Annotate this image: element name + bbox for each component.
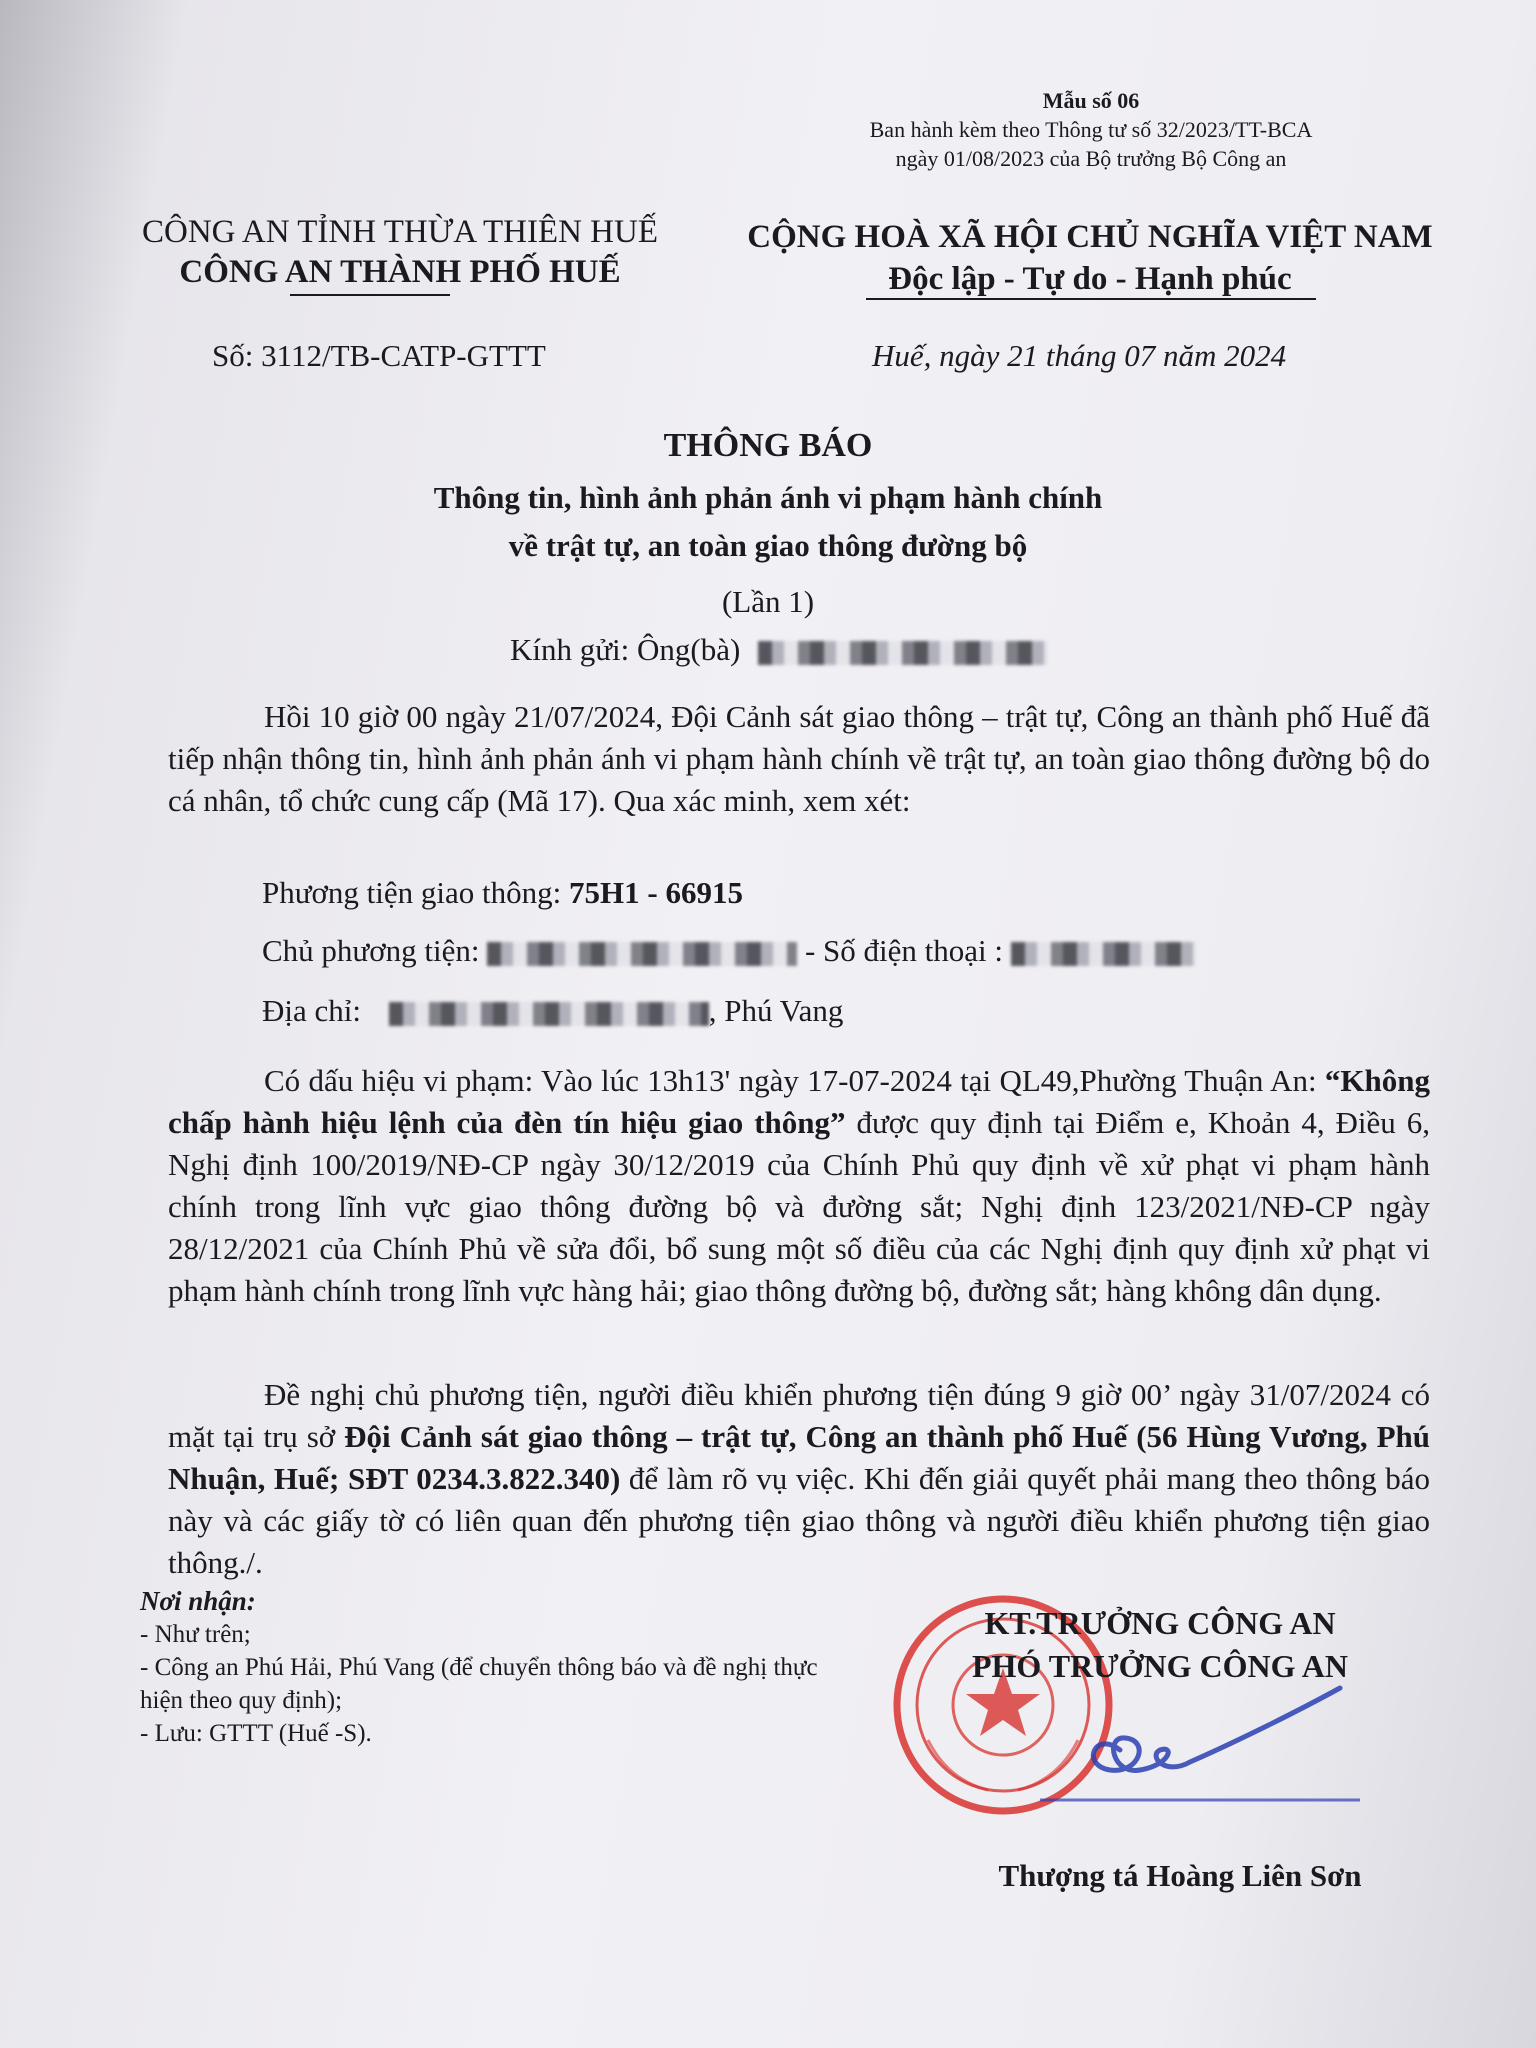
attempt-number: (Lần 1) (721, 584, 815, 619)
redacted-name (758, 641, 1048, 665)
signature-line-1: KT.TRƯỞNG CÔNG AN (984, 1605, 1336, 1641)
address-label: Địa chỉ: (262, 993, 361, 1028)
subtitle-line-1: Thông tin, hình ảnh phản ánh vi phạm hành chính (433, 480, 1103, 515)
address-district: , Phú Vang (708, 993, 844, 1028)
document-number: Số: 3112/TB-CATP-GTTT (212, 338, 546, 373)
license-plate: 75H1 - 66915 (569, 875, 743, 910)
recipient-item: - Như trên; (140, 1621, 251, 1648)
agency-city: CÔNG AN THÀNH PHỐ HUẾ (179, 254, 621, 290)
intro-paragraph: Hồi 10 giờ 00 ngày 21/07/2024, Đội Cảnh sát giao thông – trật tự, Công an thành phố Huế đã tiếp nhận thông tin, hình ảnh phản ánh vi phạm hành chính về trật tự, an toàn giao thông đường bộ do cá nhân, tổ chức cung cấp (Mã 17). Qua xác minh, xem xét: (168, 699, 1430, 818)
redacted-address (389, 1002, 709, 1026)
recipient-item: - Lưu: GTTT (Huế -S). (140, 1720, 372, 1747)
greeting (510, 632, 1048, 668)
request-paragraph (168, 1374, 1430, 1584)
vehicle-line (262, 875, 743, 911)
redacted-owner (487, 942, 797, 966)
vehicle-label: Phương tiện giao thông: (262, 875, 570, 910)
violation-paragraph (168, 1060, 1430, 1312)
motto: Độc lập - Tự do - Hạnh phúc (888, 261, 1292, 297)
greeting-label: Kính gửi: Ông(bà) (510, 632, 741, 667)
signature-line-2: PHÓ TRƯỞNG CÔNG AN (971, 1648, 1348, 1684)
recipients-block (140, 1585, 840, 1750)
redacted-phone (1011, 942, 1196, 966)
issuing-agency (100, 212, 700, 292)
document-title: THÔNG BÁO (663, 427, 873, 464)
agency-underline (290, 294, 450, 296)
owner-line (262, 933, 1196, 969)
address-line (262, 993, 843, 1029)
form-reference (831, 86, 1351, 173)
request-suffix: để làm rõ vụ việc. Khi đến giải quyết phải mang theo thông báo này và các giấy tờ có liên quan đến phương tiện giao thông và người điều khiển phương tiện giao thông./. (168, 1461, 1430, 1580)
request-prefix: Đề nghị chủ phương tiện, người điều khiển phương tiện đúng 9 giờ 00’ ngày 31/07/2024 có mặt tại trụ sở (168, 1377, 1430, 1454)
form-issued-line-2: ngày 01/08/2023 của Bộ trưởng Bộ Công an (895, 146, 1287, 171)
recipient-item: - Công an Phú Hải, Phú Vang (để chuyển thông báo và đề nghị thực hiện theo quy định); (140, 1654, 818, 1714)
form-number: Mẫu số 06 (1042, 88, 1140, 113)
recipients-heading: Nơi nhận: (140, 1586, 256, 1616)
subtitle-line-2: về trật tự, an toàn giao thông đường bộ (508, 528, 1028, 563)
request-place: Đội Cảnh sát giao thông – trật tự, Công an thành phố Huế (56 Hùng Vương, Phú Nhuận, Huế; SĐT 0234.3.822.340) (168, 1419, 1430, 1496)
handwritten-signature (1000, 1670, 1380, 1820)
violation-legal-basis: được quy định tại Điểm e, Khoản 4, Điều 6, Nghị định 100/2019/NĐ-CP ngày 30/12/2019 của Chính Phủ quy định về xử phạt vi phạm hành chính trong lĩnh vực giao thông đường bộ và đường sắt; Nghị định 123/2021/NĐ-CP ngày 28/12/2021 của Chính Phủ về sửa đổi, bổ sung một số điều của các Nghị định quy định xử phạt vi phạm hành chính trong lĩnh vực hàng hải; giao thông đường bộ, đường sắt; hàng không dân dụng. (168, 1105, 1431, 1308)
form-issued-line-1: Ban hành kèm theo Thông tư số 32/2023/TT-BCA (869, 117, 1313, 142)
date-line: Huế, ngày 21 tháng 07 năm 2024 (872, 338, 1287, 373)
country-name: CỘNG HOÀ XÃ HỘI CHỦ NGHĨA VIỆT NAM (747, 219, 1433, 255)
phone-label: - Số điện thoại : (804, 933, 1004, 968)
violation-quote: “Không chấp hành hiệu lệnh của đèn tín hiệu giao thông” (168, 1063, 1430, 1140)
national-heading (710, 216, 1470, 300)
violation-prefix: Có dấu hiệu vi phạm: Vào lúc 13h13' ngày 17-07-2024 tại QL49,Phường Thuận An: (264, 1063, 1325, 1098)
agency-province: CÔNG AN TỈNH THỪA THIÊN HUẾ (141, 214, 658, 250)
signer-name: Thượng tá Hoàng Liên Sơn (998, 1858, 1362, 1893)
motto-underline (866, 298, 1316, 300)
owner-label: Chủ phương tiện: (262, 933, 480, 968)
